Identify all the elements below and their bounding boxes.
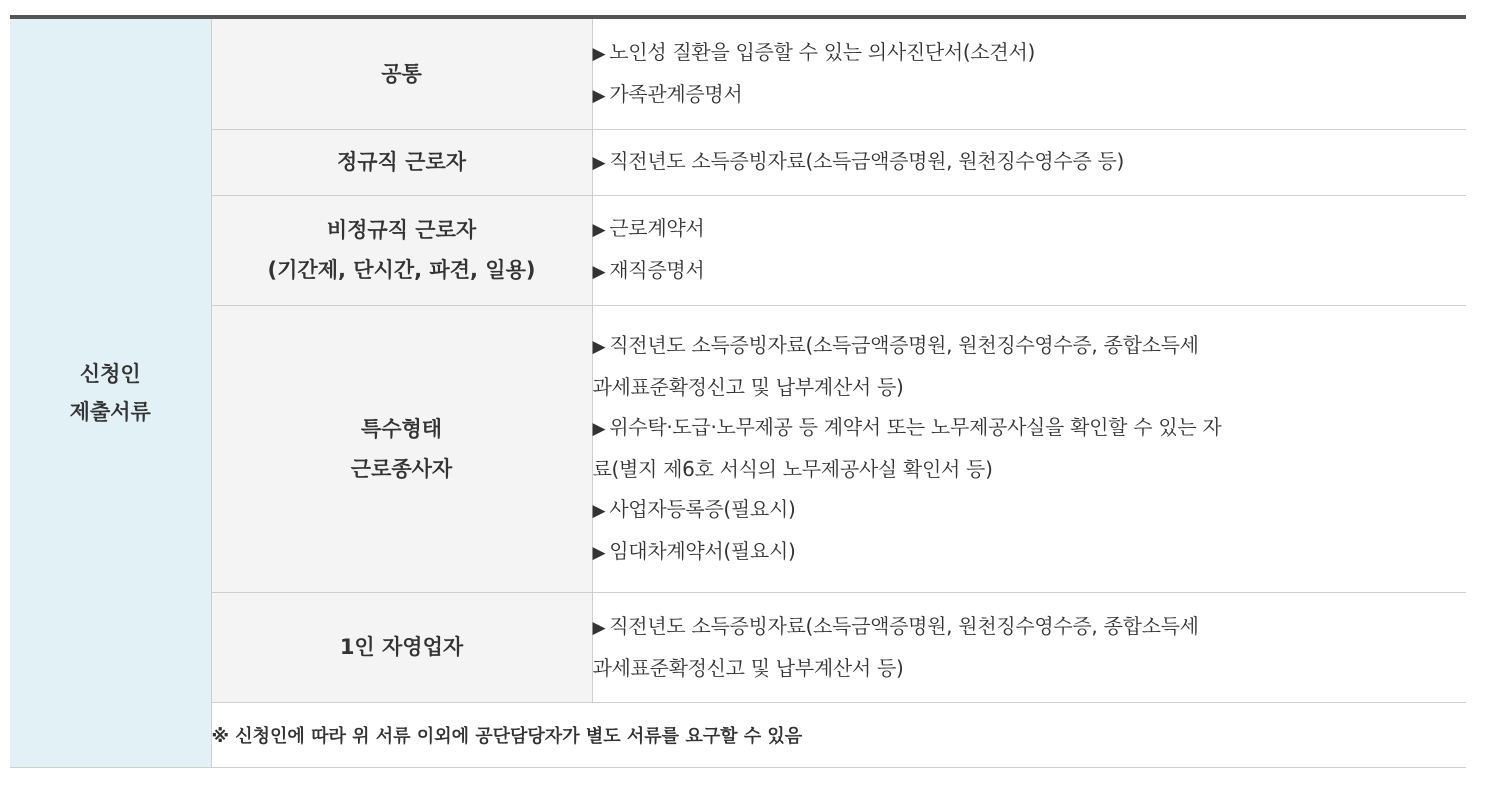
document-line bbox=[593, 208, 1467, 250]
bullet-triangle-icon: ▶ bbox=[592, 336, 606, 357]
table-row bbox=[10, 195, 1466, 305]
document-line bbox=[593, 489, 1467, 531]
category-cell bbox=[211, 195, 592, 305]
document-list-cell bbox=[592, 129, 1466, 195]
category-cell bbox=[211, 592, 592, 702]
document-text: 재직증명서 bbox=[609, 258, 705, 282]
document-line bbox=[593, 250, 1467, 292]
category-cell bbox=[211, 305, 592, 592]
table-row bbox=[10, 129, 1466, 195]
table-row bbox=[10, 592, 1466, 702]
notice-note: ※ 신청인에 따라 위 서류 이외에 공단담당자가 별도 서류를 요구할 수 있음 bbox=[211, 702, 1466, 767]
category-label: 특수형태 bbox=[360, 416, 443, 441]
document-line bbox=[593, 32, 1467, 74]
document-list-cell bbox=[592, 592, 1466, 702]
document-text: 과세표준확정신고 및 납부계산서 등) bbox=[592, 656, 904, 680]
category-label: 근로종사자 bbox=[350, 456, 453, 481]
document-text: 료(별지 제6호 서식의 노무제공사실 확인서 등) bbox=[592, 456, 993, 481]
document-line bbox=[593, 74, 1467, 116]
document-line bbox=[593, 325, 1467, 367]
document-text: 직전년도 소득증빙자료(소득금액증명원, 원천징수영수증 등) bbox=[609, 149, 1125, 173]
table-row bbox=[10, 17, 1466, 129]
document-list-cell bbox=[592, 195, 1466, 305]
header-line: 제출서류 bbox=[69, 399, 151, 424]
document-line bbox=[593, 141, 1467, 183]
document-text: 과세표준확정신고 및 납부계산서 등) bbox=[592, 374, 904, 399]
category-cell bbox=[211, 129, 592, 195]
category-label: (기간제, 단시간, 파견, 일용) bbox=[267, 258, 536, 282]
document-text: 사업자등록증(필요시) bbox=[609, 496, 796, 521]
document-line bbox=[593, 449, 1467, 489]
table-row bbox=[10, 702, 1466, 767]
document-text: 직전년도 소득증빙자료(소득금액증명원, 원천징수영수증, 종합소득세 bbox=[609, 614, 1199, 638]
document-text: 가족관계증명서 bbox=[609, 81, 743, 106]
bullet-triangle-icon: ▶ bbox=[592, 262, 606, 282]
applicant-documents-header bbox=[10, 17, 211, 767]
document-line bbox=[593, 407, 1467, 449]
bullet-triangle-icon: ▶ bbox=[592, 418, 606, 439]
category-label: 정규직 근로자 bbox=[336, 150, 467, 174]
table-row bbox=[10, 305, 1466, 592]
header-line: 신청인 bbox=[79, 361, 141, 386]
submission-documents-table bbox=[10, 15, 1466, 768]
document-text: 직전년도 소득증빙자료(소득금액증명원, 원천징수영수증, 종합소득세 bbox=[609, 332, 1199, 357]
bullet-triangle-icon: ▶ bbox=[592, 85, 606, 106]
bullet-triangle-icon: ▶ bbox=[592, 43, 606, 64]
document-line bbox=[593, 648, 1467, 688]
category-cell bbox=[211, 17, 592, 129]
document-text: 임대차계약서(필요시) bbox=[609, 538, 796, 563]
document-line bbox=[593, 367, 1467, 407]
document-line bbox=[593, 531, 1467, 573]
document-list-cell bbox=[592, 17, 1466, 129]
document-text: 노인성 질환을 입증할 수 있는 의사진단서(소견서) bbox=[609, 39, 1035, 64]
category-label: 비정규직 근로자 bbox=[326, 218, 477, 242]
document-list-cell bbox=[592, 305, 1466, 592]
category-label: 1인 자영업자 bbox=[339, 635, 464, 659]
document-text: 근로계약서 bbox=[609, 216, 705, 240]
bullet-triangle-icon: ▶ bbox=[592, 220, 606, 240]
document-line bbox=[593, 606, 1467, 648]
document-text: 위수탁·도급·노무제공 등 계약서 또는 노무제공사실을 확인할 수 있는 자 bbox=[609, 414, 1222, 439]
category-label: 공통 bbox=[381, 61, 422, 86]
bullet-triangle-icon: ▶ bbox=[592, 542, 606, 563]
bullet-triangle-icon: ▶ bbox=[592, 153, 606, 173]
bullet-triangle-icon: ▶ bbox=[592, 500, 606, 521]
bullet-triangle-icon: ▶ bbox=[592, 618, 606, 638]
